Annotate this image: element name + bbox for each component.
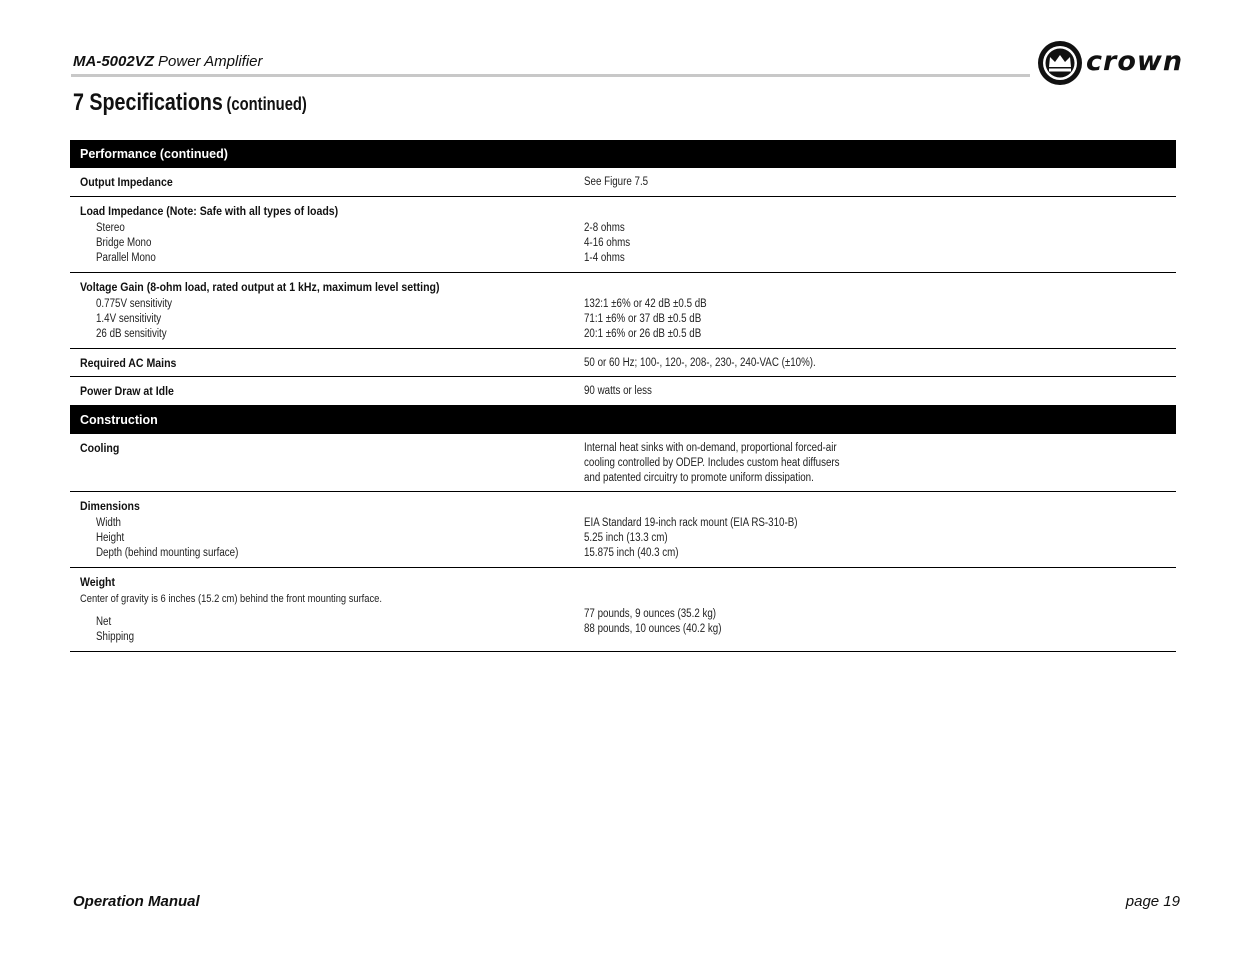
spec-label: Dimensions — [80, 499, 140, 513]
row-cooling — [70, 434, 1176, 492]
spec-sub-label: Stereo — [96, 222, 125, 234]
spec-value: 20:1 ±6% or 26 dB ±0.5 dB — [584, 328, 702, 340]
spec-value: 50 or 60 Hz; 100-, 120-, 208-, 230-, 240-VAC (±10%). — [584, 357, 816, 369]
page-number: page 19 — [1125, 893, 1180, 910]
spec-value: EIA Standard 19-inch rack mount (EIA RS-310-B) — [584, 517, 798, 529]
spec-sub-label: Shipping — [96, 631, 135, 643]
spec-label: Load Impedance (Note: Safe with all types of loads) — [80, 204, 339, 218]
spec-value: 71:1 ±6% or 37 dB ±0.5 dB — [584, 313, 702, 325]
band-performance: Performance (continued) — [70, 140, 1176, 168]
row-voltage-gain — [70, 273, 1176, 349]
product-name: Power Amplifier — [158, 53, 263, 70]
spec-value: See Figure 7.5 — [584, 176, 649, 188]
crown-emblem-icon — [1036, 38, 1084, 88]
section-subtitle: (continued) — [226, 94, 307, 114]
spec-value: 4-16 ohms — [584, 237, 631, 249]
spec-sub-label: Height — [96, 532, 125, 544]
crown-logo — [1036, 38, 1184, 88]
spec-value: Internal heat sinks with on-demand, proportional forced-air — [584, 442, 837, 454]
spec-value: 15.875 inch (40.3 cm) — [584, 547, 679, 559]
document-header — [73, 53, 263, 70]
spec-sub-label: Parallel Mono — [96, 252, 156, 264]
band-construction: Construction — [70, 406, 1176, 434]
spec-sub-label: Net — [96, 616, 112, 628]
spec-value: 90 watts or less — [584, 385, 652, 397]
model-name: MA-5002VZ — [73, 53, 154, 70]
page-title — [73, 89, 307, 117]
spec-sub-label: Depth (behind mounting surface) — [96, 547, 239, 559]
specifications-table — [70, 140, 1176, 652]
spec-value: 2-8 ohms — [584, 222, 625, 234]
row-ac-mains — [70, 349, 1176, 377]
header-rule — [71, 74, 1030, 77]
row-output-impedance — [70, 168, 1176, 197]
spec-value: 132:1 ±6% or 42 dB ±0.5 dB — [584, 298, 707, 310]
row-weight — [70, 568, 1176, 652]
spec-sub-label: Bridge Mono — [96, 237, 152, 249]
section-title: 7 Specifications — [73, 89, 223, 116]
spec-label: Weight — [80, 575, 116, 589]
footer-manual-title: Operation Manual — [73, 893, 200, 910]
spec-value: 1-4 ohms — [584, 252, 625, 264]
spec-value: cooling controlled by ODEP. Includes custom heat diffusers — [584, 457, 840, 469]
spec-value: 88 pounds, 10 ounces (40.2 kg) — [584, 623, 722, 635]
spec-label: Voltage Gain (8-ohm load, rated output at 1 kHz, maximum level setting) — [80, 280, 440, 294]
spec-label: Required AC Mains — [80, 356, 177, 370]
spec-note: Center of gravity is 6 inches (15.2 cm) behind the front mounting surface. — [80, 593, 382, 605]
brand-wordmark: crown — [1086, 46, 1184, 77]
spec-label: Cooling — [80, 441, 120, 455]
spec-value: 5.25 inch (13.3 cm) — [584, 532, 668, 544]
spec-value: and patented circuitry to promote uniform dissipation. — [584, 472, 814, 484]
row-power-draw — [70, 377, 1176, 406]
spec-sub-label: 1.4V sensitivity — [96, 313, 162, 325]
spec-sub-label: 0.775V sensitivity — [96, 298, 173, 310]
spec-label: Output Impedance — [80, 175, 173, 189]
spec-label: Power Draw at Idle — [80, 384, 174, 398]
row-dimensions — [70, 492, 1176, 568]
spec-sub-label: 26 dB sensitivity — [96, 328, 167, 340]
row-load-impedance — [70, 197, 1176, 273]
spec-sub-label: Width — [96, 517, 121, 529]
spec-value: 77 pounds, 9 ounces (35.2 kg) — [584, 608, 717, 620]
